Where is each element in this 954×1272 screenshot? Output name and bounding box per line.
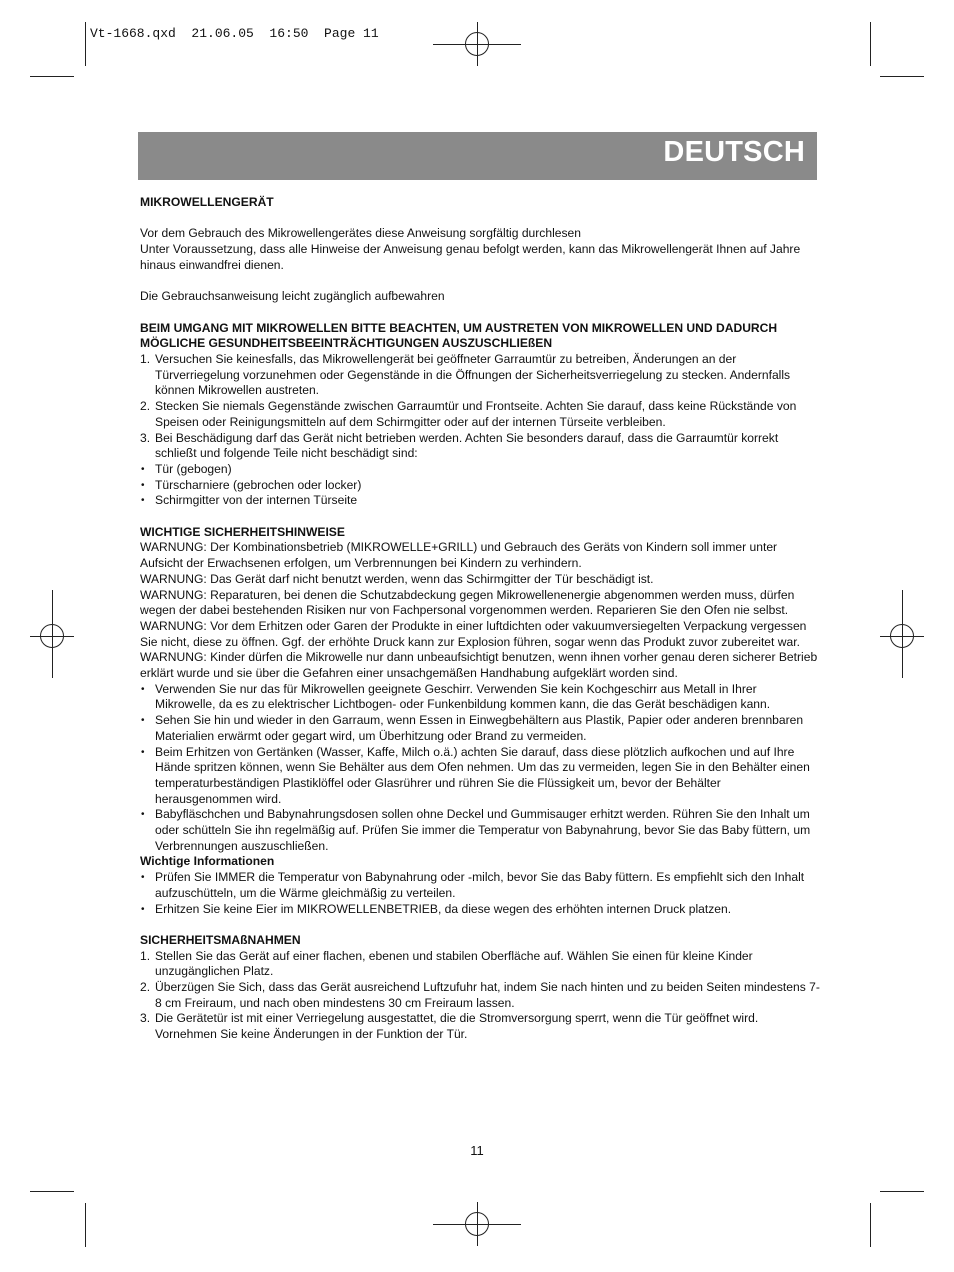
- intro-paragraph: Unter Voraussetzung, dass alle Hinweise der Anweisung genau befolgt werden, kann das Mikrowellengerät Ihnen auf Jahre hinaus einwandfrei dienen.: [140, 242, 801, 272]
- warning-paragraph: WARNUNG: Vor dem Erhitzen oder Garen der Produkte in einer luftdichten oder vakuumversiegelten Verpackung vergessen Sie nicht, diese zu öffnen. Ggf. der erhöhte Druck kann zur Explosion führen, sogar wenn das Produkt zuvor zubereitet war.: [140, 618, 807, 649]
- page-content: [140, 195, 820, 1043]
- intro-paragraph: Vor dem Gebrauch des Mikrowellengerätes diese Anweisung sorgfältig durchlesen: [140, 226, 581, 241]
- bullet-text: Tür (gebogen): [155, 461, 232, 476]
- bullet-text: Beim Erhitzen von Gertänken (Wasser, Kaffe, Milch o.ä.) achten Sie darauf, dass diese plötzlich aufkochen und auf Ihre Hände spritzen können, wenn Sie Behälter aus dem Ofen nehmen. Um das zu vermeiden, legen Sie in den Behälter einen temperaturbeständigen Plastiklöffel oder Glasrührer und rühren Sie die Flüssigkeit um, bevor der Behälter herausgenommen wird.: [155, 744, 810, 806]
- list-text: Stecken Sie niemals Gegenstände zwischen Garraumtür und Frontseite. Achten Sie darauf, dass keine Rückstände von Speisen oder Reinigungsmitteln auf dem Schirmgitter oder auf der internen Türseite verbleiben.: [155, 399, 797, 429]
- warning-paragraph: WARNUNG: Kinder dürfen die Mikrowelle nur dann unbeaufsichtigt benutzen, wenn ihnen vorher genau deren sicherer Betrieb erklärt wurde und sie über die Gefahren einer unsachgemäßen Handhabung aufgeklärt worden sind.: [140, 650, 818, 681]
- list-item: [140, 431, 820, 462]
- bullet-item: [140, 713, 820, 744]
- list-number: 1.: [140, 948, 151, 963]
- bullet-icon: •: [141, 872, 145, 884]
- print-slug: Vt-1668.qxd 21.06.05 16:50 Page 11: [90, 26, 379, 41]
- list-item: [140, 399, 820, 430]
- list-number: 3.: [140, 430, 151, 445]
- bullet-text: Verwenden Sie nur das für Mikrowellen geeignete Geschirr. Verwenden Sie kein Kochgeschirr aus Metall in Ihrer Mikrowelle, da es zu elektrischer Lichtbogen- oder Funkenbildung kommen kann, die das Gerät beschädigen kann.: [155, 681, 771, 712]
- warning-paragraph: WARNUNG: Der Kombinationsbetrieb (MIKROWELLE+GRILL) und Gebrauch des Geräts von Kindern soll immer unter Aufsicht der Erwachsenen erfolgen, um Verbrennungen bei Kindern zu verhindern.: [140, 540, 778, 571]
- intro-heading: MIKROWELLENGERÄT: [140, 195, 274, 209]
- list-number: 3.: [140, 1011, 151, 1026]
- bullet-item: [140, 870, 820, 901]
- bullet-text: Türscharniere (gebrochen oder locker): [155, 477, 362, 492]
- bullet-icon: •: [141, 809, 145, 821]
- list-item: [140, 352, 820, 399]
- bullet-icon: •: [141, 479, 145, 491]
- bullet-item: [140, 682, 820, 713]
- language-banner: [138, 132, 817, 180]
- bullet-icon: •: [141, 495, 145, 507]
- list-text: Die Gerätetür ist mit einer Verriegelung ausgestattet, die die Stromversorgung sperrt, wenn die Tür geöffnet wird. Vornehmen Sie keine Änderungen in der Funktion der Tür.: [155, 1011, 759, 1042]
- list-text: Stellen Sie das Gerät auf einer flachen, ebenen und stabilen Oberfläche auf. Wählen Sie einen für kleine Kinder unzugänglichen Platz.: [155, 948, 753, 979]
- bullet-text: Erhitzen Sie keine Eier im MIKROWELLENBETRIEB, da diese wegen des erhöhten internen Druck platzen.: [155, 901, 732, 916]
- bullet-icon: •: [141, 903, 145, 915]
- info-heading: Wichtige Informationen: [140, 854, 275, 869]
- list-text: Überzügen Sie Sich, dass das Gerät ausreichend Luftzufuhr hat, indem Sie nach hinten und zu beiden Seiten mindestens 7-8 cm Freiraum, und nach oben mindestens 30 cm Freiraum lassen.: [155, 980, 820, 1010]
- sicherheit-heading: WICHTIGE SICHERHEITSHINWEISE: [140, 524, 345, 539]
- bullet-item: [140, 493, 820, 509]
- banner-title: DEUTSCH: [663, 136, 805, 168]
- bullet-text: Schirmgitter von der internen Türseite: [155, 493, 358, 508]
- bullet-icon: •: [141, 746, 145, 758]
- bullet-item: [140, 902, 820, 918]
- list-number: 2.: [140, 980, 151, 995]
- bullet-item: [140, 807, 820, 854]
- umgang-heading: BEIM UMGANG MIT MIKROWELLEN BITTE BEACHTEN, UM AUSTRETEN VON MIKROWELLEN UND DADURCH MÖGLICHE GESUNDHEITSBEEINTRÄCHTIGUNGEN AUSZUSCHLIEßEN: [140, 320, 778, 351]
- bullet-icon: •: [141, 683, 145, 695]
- warning-paragraph: WARNUNG: Reparaturen, bei denen die Schutzabdeckung gegen Mikrowellenenergie abgenommen werden muss, dürfen wegen der dabei bestehenden Risiken nur von Fachpersonal vorgenommen werden. Reparieren Sie den Ofen nie selbst.: [140, 587, 795, 618]
- bullet-text: Prüfen Sie IMMER die Temperatur von Babynahrung oder -milch, bevor Sie das Baby füttern. Es empfiehlt sich den Inhalt aufzuschütteln, um die Wärme gleichmäßig zu verteilen.: [155, 870, 805, 900]
- bullet-item: [140, 462, 820, 478]
- list-item: [140, 980, 820, 1011]
- bullet-text: Sehen Sie hin und wieder in den Garraum, wenn Essen in Einwegbehältern aus Plastik, Papier oder anderen brennbaren Materialien erwärmt oder gegart wird, um Überhitzung oder Brand zu vermeiden.: [155, 713, 804, 743]
- warning-paragraph: WARNUNG: Das Gerät darf nicht benutzt werden, wenn das Schirmgitter der Tür beschädigt ist.: [140, 571, 654, 586]
- bullet-icon: •: [141, 463, 145, 475]
- bullet-item: [140, 478, 820, 494]
- bullet-text: Babyfläschchen und Babynahrungsdosen sollen ohne Deckel und Gummisauger erhitzt werden. Rühren Sie den Inhalt um oder schütteln Sie ihn regelmäßig auf. Prüfen Sie immer die Temperatur von Babynahrung, bevor Sie das Baby füttern, um Verbrennungen auszuschließen.: [155, 807, 811, 853]
- massnahmen-heading: SICHERHEITSMAßNAHMEN: [140, 932, 301, 947]
- intro-paragraph: Die Gebrauchsanweisung leicht zugänglich aufbewahren: [140, 289, 445, 304]
- list-text: Versuchen Sie keinesfalls, das Mikrowellengerät bei geöffneter Garraumtür zu betreiben, Änderungen an der Türverriegelung vorzunehmen oder Gegenstände in die Öffnungen der Sicherheitsverriegelung zu stecken. Andernfalls können Mikrowellen austreten.: [155, 351, 791, 398]
- list-item: [140, 1011, 820, 1042]
- list-item: [140, 949, 820, 980]
- bullet-icon: •: [141, 715, 145, 727]
- page-number: 11: [470, 1143, 484, 1158]
- list-number: 2.: [140, 399, 151, 414]
- list-number: 1.: [140, 351, 151, 366]
- list-text: Bei Beschädigung darf das Gerät nicht betrieben werden. Achten Sie besonders darauf, dass die Garraumtür korrekt schließt und folgende Teile nicht beschädigt sind:: [155, 430, 779, 461]
- bullet-item: [140, 745, 820, 808]
